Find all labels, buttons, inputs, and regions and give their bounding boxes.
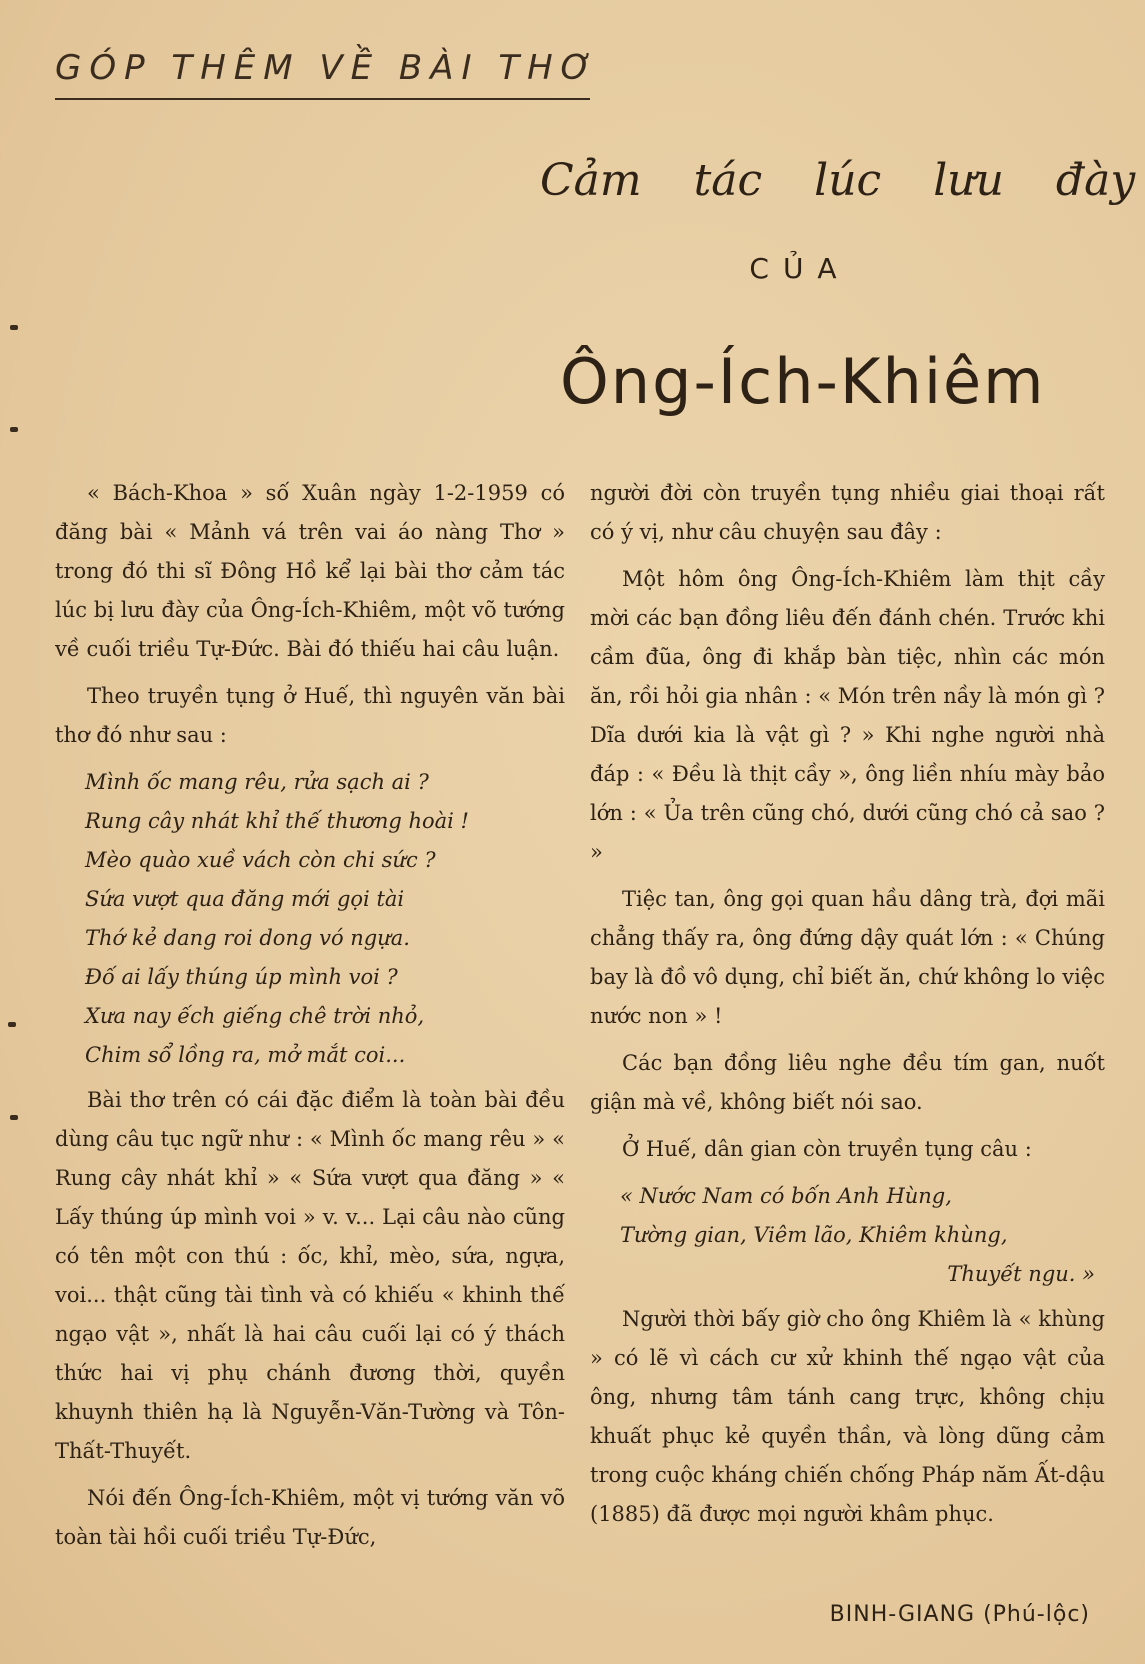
poem-line: Xưa nay ếch giếng chê trời nhỏ, <box>85 1004 425 1028</box>
paragraph: Các bạn đồng liêu nghe đều tím gan, nuốt giận mà về, không biết nói sao. <box>590 1051 1105 1114</box>
header-rule <box>55 98 590 100</box>
poem-line: Rung cây nhát khỉ thế thương hoài ! <box>85 809 469 833</box>
poem-line: Chim sổ lồng ra, mở mắt coi... <box>85 1043 406 1067</box>
saying-line: « Nước Nam có bốn Anh Hùng, <box>620 1184 952 1208</box>
article-title-by: CỦA <box>749 252 851 285</box>
saying-line: Thuyết ngu. » <box>947 1262 1095 1286</box>
poem-line: Đố ai lấy thúng úp mình voi ? <box>85 965 398 989</box>
paper-speck <box>8 1022 16 1027</box>
paragraph: Theo truyền tụng ở Huế, thì nguyên văn bài thơ đó như sau : <box>55 684 565 747</box>
paragraph: Người thời bấy giờ cho ông Khiêm là « khùng » có lẽ vì cách cư xử khinh thế ngạo vật của ông, nhưng tâm tánh cang trực, không chịu khuất phục kẻ quyền thần, và lòng dũng cảm trong cuộc kháng chiến chống Pháp năm Ất-dậu (1885) đã được mọi người khâm phục. <box>590 1307 1105 1526</box>
poem-line: Thớ kẻ dang roi dong vó ngựa. <box>85 926 410 950</box>
paragraph: Ở Huế, dân gian còn truyền tụng câu : <box>622 1137 1032 1161</box>
paper-speck <box>10 325 18 330</box>
author-signature: BINH-GIANG (Phú-lộc) <box>829 1602 1090 1627</box>
section-header: GÓP THÊM VỀ BÀI THƠ <box>55 48 600 88</box>
paragraph: Nói đến Ông-Ích-Khiêm, một vị tướng văn võ toàn tài hồi cuối triều Tự-Đức, <box>55 1486 565 1549</box>
poem-line: Mèo quào xuề vách còn chi sức ? <box>85 848 436 872</box>
paragraph: Tiệc tan, ông gọi quan hầu dâng trà, đợi mãi chẳng thấy ra, ông đứng dậy quát lớn : « Chúng bay là đồ vô dụng, chỉ biết ăn, chứ không lo việc nước non » ! <box>590 887 1105 1028</box>
paragraph: Một hôm ông Ông-Ích-Khiêm làm thịt cầy mời các bạn đồng liêu đến đánh chén. Trước khi cầm đũa, ông đi khắp bàn tiệc, nhìn các món ăn, rồi hỏi gia nhân : « Món trên nầy là món gì ? Dĩa dưới kia là vật gì ? » Khi nghe người nhà đáp : « Đều là thịt cầy », ông liền nhíu mày bảo lớn : « Ủa trên cũng chó, dưới cũng chó cả sao ? » <box>590 567 1105 864</box>
poem-line: Sứa vượt qua đăng mới gọi tài <box>85 887 405 911</box>
saying-line: Tường gian, Viêm lão, Khiêm khùng, <box>620 1223 1008 1247</box>
paper-speck <box>10 1115 18 1120</box>
article-title-subject: Ông-Ích-Khiêm <box>560 345 1046 418</box>
left-column <box>55 474 565 1565</box>
paper-speck <box>10 427 18 432</box>
poem-line: Mình ốc mang rêu, rửa sạch ai ? <box>85 770 429 794</box>
right-column <box>590 474 1105 1542</box>
folk-saying <box>620 1177 1105 1294</box>
article-title: Cảm tác lúc lưu đày <box>540 155 1136 206</box>
paragraph: Bài thơ trên có cái đặc điểm là toàn bài đều dùng câu tục ngữ như : « Mình ốc mang rêu » « Rung cây nhát khỉ » « Sứa vượt qua đăng » « Lấy thúng úp mình voi » v. v... Lại câu nào cũng có tên một con thú : ốc, khỉ, mèo, sứa, ngựa, voi... thật cũng tài tình và có khiếu « khinh thế ngạo vật », nhất là hai câu cuối lại có ý thách thức hai vị phụ chánh đương thời, quyền khuynh thiên hạ là Nguyễn-Văn-Tường và Tôn-Thất-Thuyết. <box>55 1088 565 1463</box>
poem <box>85 763 565 1075</box>
paragraph: người đời còn truyền tụng nhiều giai thoại rất có ý vị, như câu chuyện sau đây : <box>590 481 1105 544</box>
paragraph: « Bách-Khoa » số Xuân ngày 1-2-1959 có đăng bài « Mảnh vá trên vai áo nàng Thơ » trong đó thi sĩ Đông Hồ kể lại bài thơ cảm tác lúc bị lưu đày của Ông-Ích-Khiêm, một võ tướng về cuối triều Tự-Đức. Bài đó thiếu hai câu luận. <box>55 481 565 661</box>
